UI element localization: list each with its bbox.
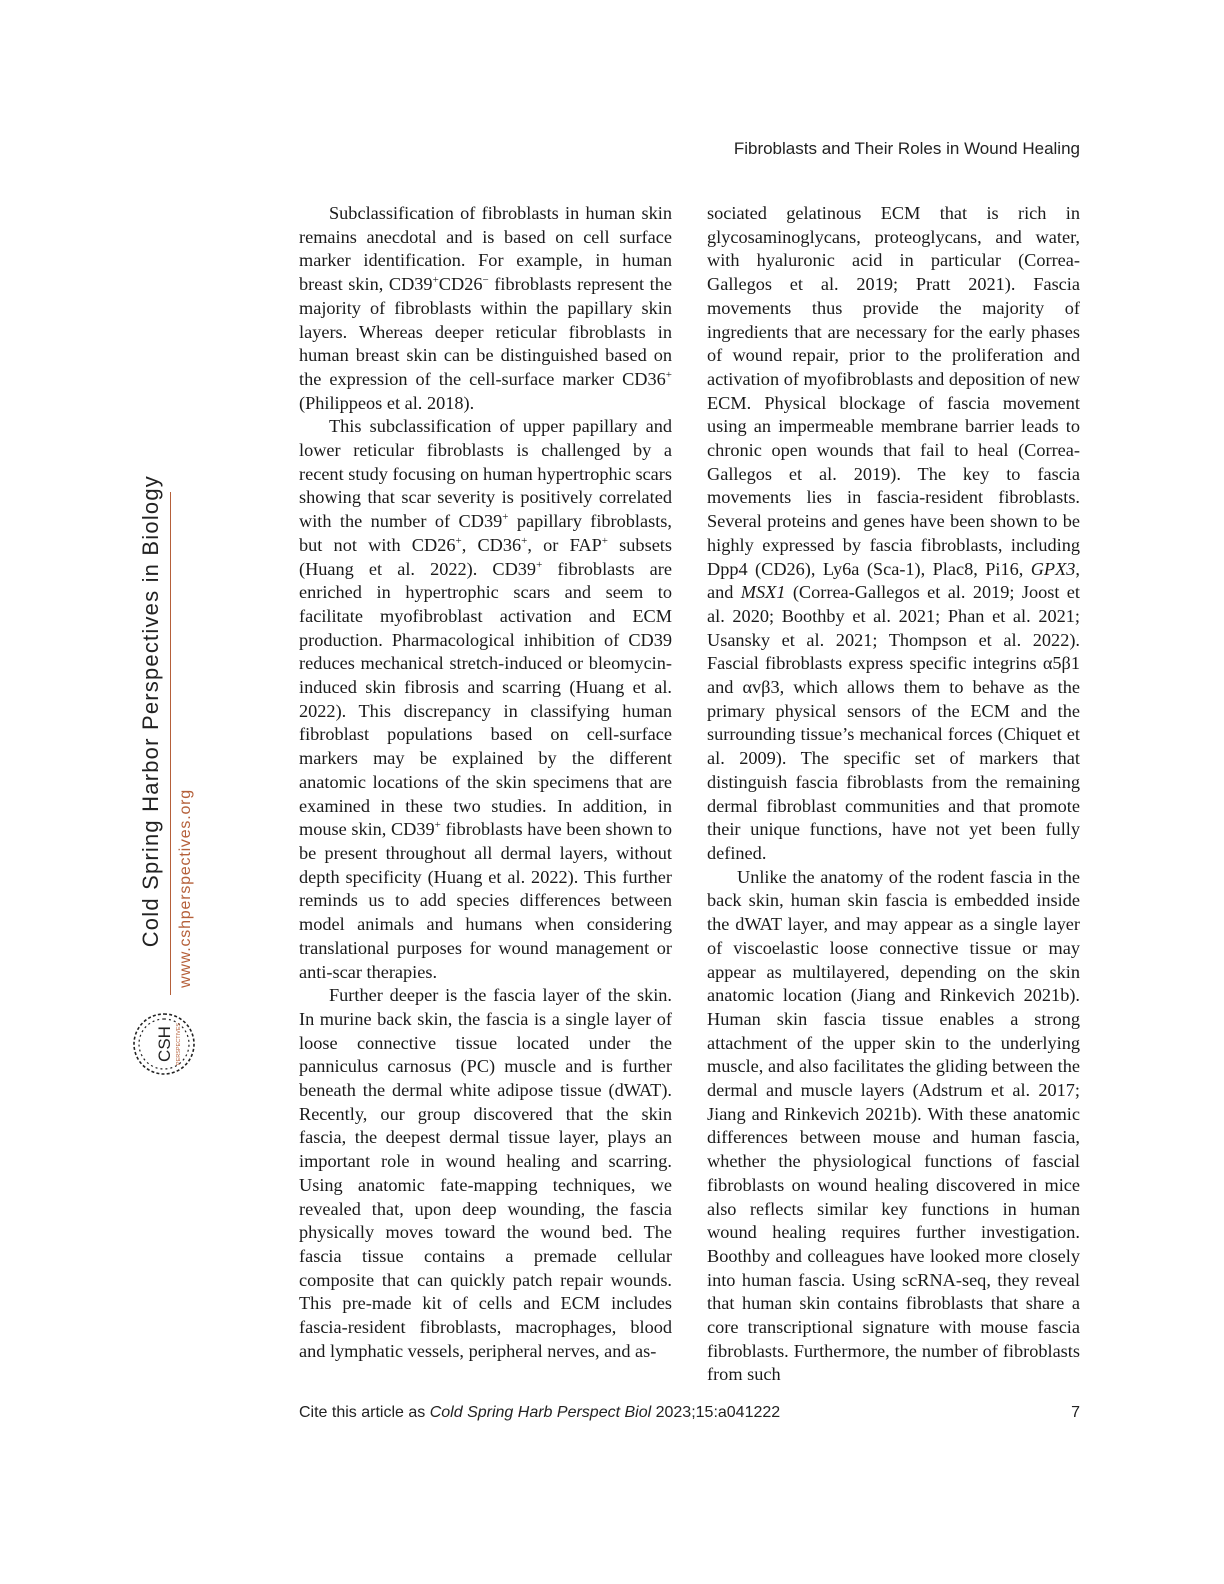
logo-subtext: PERSPECTIVES (176, 1022, 182, 1066)
sidebar-divider (170, 492, 171, 995)
paragraph-fascia-layer: Further deeper is the fascia layer of the skin. In murine back skin, the fascia is a single layer of loose connective tissue located under the panniculus carnosus (PC) muscle and is further beneath the dermal white adipose tissue (dWAT). Recently, our group discovered that the skin fascia, the deepest dermal tissue layer, plays an important role in wound healing and scarring. Using anatomic fate-mapping techniques, we revealed that, upon deep wounding, the fascia physically moves toward the wound bed. The fascia tissue contains a premade cellular composite that can quickly patch repair wounds. This pre-made kit of cells and ECM includes fascia-resident fibroblasts, macrophages, blood and lymphatic vessels, peripheral nerves, and as- (299, 985, 672, 1361)
paragraph-subclassification: Subclassification of fibroblasts in human skin remains anecdotal and is based on cell surface marker identification. For example, in human breast skin, CD39+CD26− fibroblasts represent the majority of fibroblasts within the papillary skin layers. Whereas deeper reticular fibroblasts in human breast skin can be distinguished based on the expression of the cell-surface marker CD36+ (Philippeos et al. 2018). (299, 203, 673, 413)
sidebar-journal-name: Cold Spring Harbor Perspectives in Biology (138, 475, 163, 948)
logo-text: CSH (155, 1026, 174, 1062)
footer-citation: Cite this article as Cold Spring Harb Perspect Biol 2023;15:a041222 (299, 1404, 781, 1421)
paragraph-cd39-challenge: This subclassification of upper papillary and lower reticular fibroblasts is challenged by a recent study focusing on human hypertrophic scars showing that scar severity is positively correlated with the number of CD39+ papillary fibroblasts, but not with CD26+, CD36+, or FAP+ subsets (Huang et al. 2022). CD39+ fibroblasts are enriched in hypertrophic scars and seem to facilitate myofibroblast activation and ECM production. Pharmacological inhibition of CD39 reduces mechanical stretch-induced or bleomycin-induced skin fibrosis and scarring (Huang et al. 2022). This discrepancy in classifying human fibroblast populations based on cell-surface markers may be explained by the different anatomic locations of the skin specimens that are examined in these two studies. In addition, in mouse skin, CD39+ fibroblasts have been shown to be present throughout all dermal layers, without depth specificity (Huang et al. 2022). This further reminds us to add species differences between model animals and humans when considering translational purposes for wound management or anti-scar therapies. (299, 416, 673, 982)
sidebar-url-link[interactable]: www.cshperspectives.org (177, 789, 194, 988)
page-number: 7 (1071, 1404, 1080, 1421)
csh-logo-icon (128, 1008, 200, 1080)
left-column (299, 202, 672, 1363)
paragraph-human-fascia: Unlike the anatomy of the rodent fascia in the back skin, human skin fascia is embedded inside the dWAT layer, and may appear as a single layer of viscoelastic loose connective tissue or may appear as multilayered, depending on the skin anatomic location (Jiang and Rinkevich 2021b). Human skin fascia tissue enables a strong attachment of the upper skin to the underlying muscle, and also facilitates the gliding between the dermal and muscle layers (Adstrum et al. 2017; Jiang and Rinkevich 2021b). With these anatomic differences between mouse and human fascia, whether the physiological functions of fascial fibroblasts on wound healing discovered in mice also reflects similar key functions in human wound healing requires further investigation. Boothby and colleagues have looked more closely into human fascia. Using scRNA-seq, they reveal that human skin contains fibroblasts that share a core transcriptional signature with mouse fascia fibroblasts. Furthermore, the number of fibroblasts from such (707, 866, 1080, 1385)
paragraph-fascia-ecm: sociated gelatinous ECM that is rich in glycosaminoglycans, proteoglycans, and water, with hyaluronic acid in particular (Correa-Gallegos et al. 2019; Pratt 2021). Fascia movements thus provide the majority of ingredients that are necessary for the early phases of wound repair, prior to the proliferation and activation of myofibroblasts and deposition of new ECM. Physical blockage of fascia movement using an impermeable membrane barrier leads to chronic open wounds that fail to heal (Correa-Gallegos et al. 2019). The key to fascia movements lies in fascia-resident fibroblasts. Several proteins and genes have been shown to be highly expressed by fascia fibroblasts, including Dpp4 (CD26), Ly6a (Sca-1), Plac8, Pi16, GPX3, and MSX1 (Correa-Gallegos et al. 2019; Joost et al. 2020; Boothby et al. 2021; Phan et al. 2021; Usansky et al. 2021; Thompson et al. 2022). Fascial fibroblasts express specific integrins α5β1 and αvβ3, which allows them to behave as the primary physical sensors of the ECM and the surrounding tissue’s mechanical forces (Chiquet et al. 2009). The specific set of markers that distinguish fascia fibroblasts from the remaining dermal fibroblast communities and that promote their unique functions, have not yet been fully defined. (707, 203, 1081, 863)
running-title: Fibroblasts and Their Roles in Wound Healing (733, 139, 1080, 158)
right-column (707, 202, 1080, 1387)
